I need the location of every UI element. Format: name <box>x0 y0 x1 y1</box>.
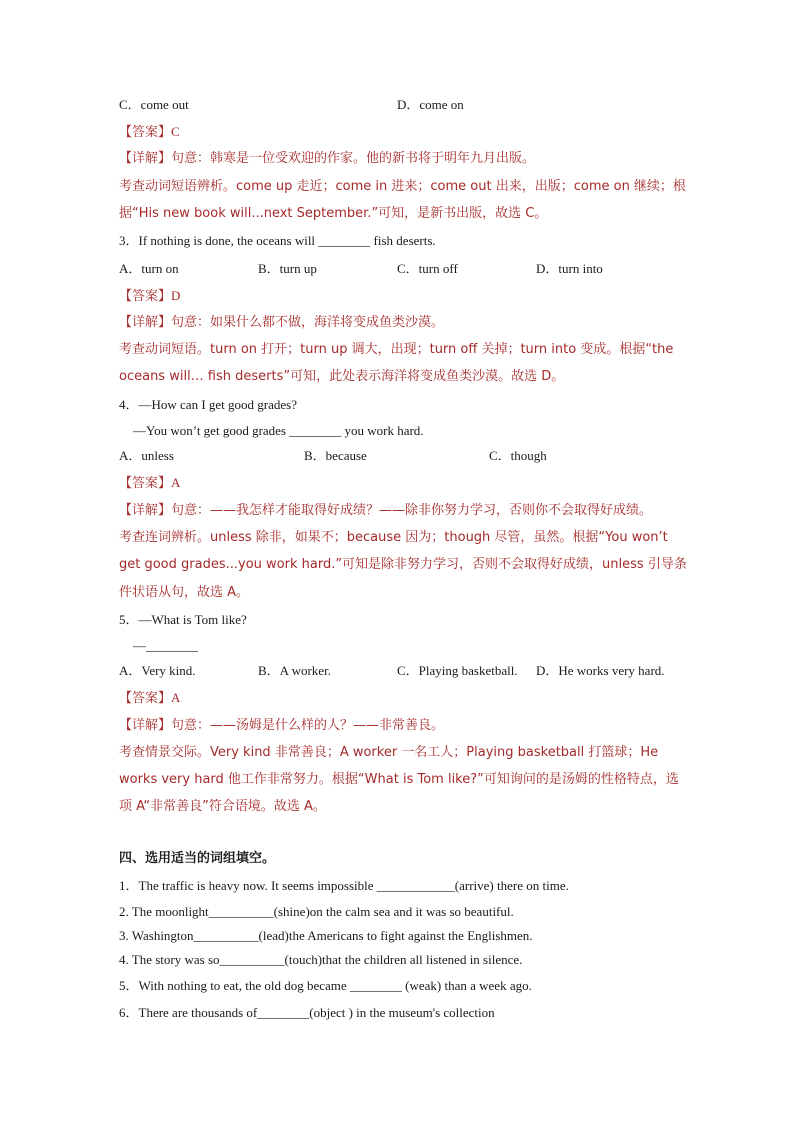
q2-option-c: C．come out <box>119 97 189 112</box>
q5-option-c: C．Playing basketball. <box>397 663 518 678</box>
q5-explanation-line-3: 项 A“非常善良”符合语境。故选 A。 <box>119 799 326 814</box>
detail-text: 句意：——汤姆是什么样的人？——非常善良。 <box>171 718 445 733</box>
q5-option-a: A．Very kind. <box>119 663 196 678</box>
q3-detail <box>119 314 444 332</box>
q4-stem-line-1: 4．—How can I get good grades? <box>119 397 297 412</box>
answer-value: A <box>171 690 181 705</box>
detail-text: 句意：——我怎样才能取得好成绩？——除非你努力学习，否则你不会取得好成绩。 <box>171 503 653 518</box>
q5-stem-line-2: —________ <box>133 638 198 653</box>
detail-text: 句意：如果什么都不做，海洋将变成鱼类沙漠。 <box>171 315 445 330</box>
answer-label: 【答案】 <box>119 476 172 491</box>
q5-explanation-line-1: 考查情景交际。Very kind 非常善良；A worker 一名工人；Playing basketball 打篮球；He <box>119 745 659 760</box>
section-heading: 四、选用适当的词组填空。 <box>119 851 276 866</box>
detail-label: 【详解】 <box>119 315 172 330</box>
q5-detail <box>119 717 444 735</box>
q5-option-b: B．A worker. <box>258 663 331 678</box>
answer-value: C <box>171 124 180 139</box>
q5-answer <box>119 689 180 708</box>
q3-option-d: D．turn into <box>536 261 603 276</box>
q3-stem: 3．If nothing is done, the oceans will ________ fish deserts. <box>119 233 436 248</box>
answer-label: 【答案】 <box>119 289 172 304</box>
q3-explanation-line-1: 考查动词短语。turn on 打开；turn up 调大，出现；turn off 关掉；turn into 变成。根据“the <box>119 342 674 357</box>
detail-label: 【详解】 <box>119 718 172 733</box>
q4-answer <box>119 474 180 493</box>
detail-label: 【详解】 <box>119 503 172 518</box>
q4-detail <box>119 502 652 520</box>
detail-text: 句意：韩寒是一位受欢迎的作家。他的新书将于明年九月出版。 <box>171 151 536 166</box>
fill-item-3: 3. Washington__________(lead)the Americans to fight against the Englishmen. <box>119 928 533 943</box>
q4-explanation-line-1: 考查连词辨析。unless 除非，如果不；because 因为；though 尽管，虽然。根据“You won’t <box>119 530 668 545</box>
q3-option-c: C．turn off <box>397 261 458 276</box>
answer-label: 【答案】 <box>119 691 172 706</box>
q4-explanation-line-2: get good grades...you work hard.”可知是除非努力学习，否则不会取得好成绩，unless 引导条 <box>119 557 687 572</box>
q2-detail <box>119 150 535 168</box>
fill-item-5: 5．With nothing to eat, the old dog became ________ (weak) than a week ago. <box>119 978 532 993</box>
fill-item-2: 2. The moonlight__________(shine)on the calm sea and it was so beautiful. <box>119 904 514 919</box>
q3-explanation-line-2: oceans will… fish deserts”可知，此处表示海洋将变成鱼类沙漠。故选 D。 <box>119 369 565 384</box>
q2-option-d: D．come on <box>397 97 464 112</box>
q4-option-a: A．unless <box>119 448 174 463</box>
q5-option-d: D．He works very hard. <box>536 663 665 678</box>
q3-option-b: B．turn up <box>258 261 317 276</box>
detail-label: 【详解】 <box>119 151 172 166</box>
q4-option-c: C．though <box>489 448 547 463</box>
fill-item-4: 4. The story was so__________(touch)that the children all listened in silence. <box>119 952 523 967</box>
q4-explanation-line-3: 件状语从句，故选 A。 <box>119 585 250 600</box>
q2-explanation-line-2: 据“His new book will...next September.”可知，是新书出版，故选 C。 <box>119 206 548 221</box>
answer-label: 【答案】 <box>119 125 172 140</box>
q4-option-b: B．because <box>304 448 367 463</box>
q4-stem-line-2: —You won’t get good grades ________ you work hard. <box>133 423 424 438</box>
q5-explanation-line-2: works very hard 他工作非常努力。根据“What is Tom like?”可知询问的是汤姆的性格特点，选 <box>119 772 679 787</box>
q2-explanation-line-1: 考查动词短语辨析。come up 走近；come in 进来；come out 出来，出版；come on 继续；根 <box>119 179 686 194</box>
q3-answer <box>119 287 180 306</box>
q3-option-a: A．turn on <box>119 261 179 276</box>
fill-item-6: 6．There are thousands of________(object ) in the museum's collection <box>119 1005 495 1020</box>
fill-item-1: 1．The traffic is heavy now. It seems impossible ____________(arrive) there on time. <box>119 878 569 893</box>
answer-value: D <box>171 288 181 303</box>
q5-stem-line-1: 5．—What is Tom like? <box>119 612 247 627</box>
answer-value: A <box>171 475 181 490</box>
q2-answer <box>119 123 180 142</box>
